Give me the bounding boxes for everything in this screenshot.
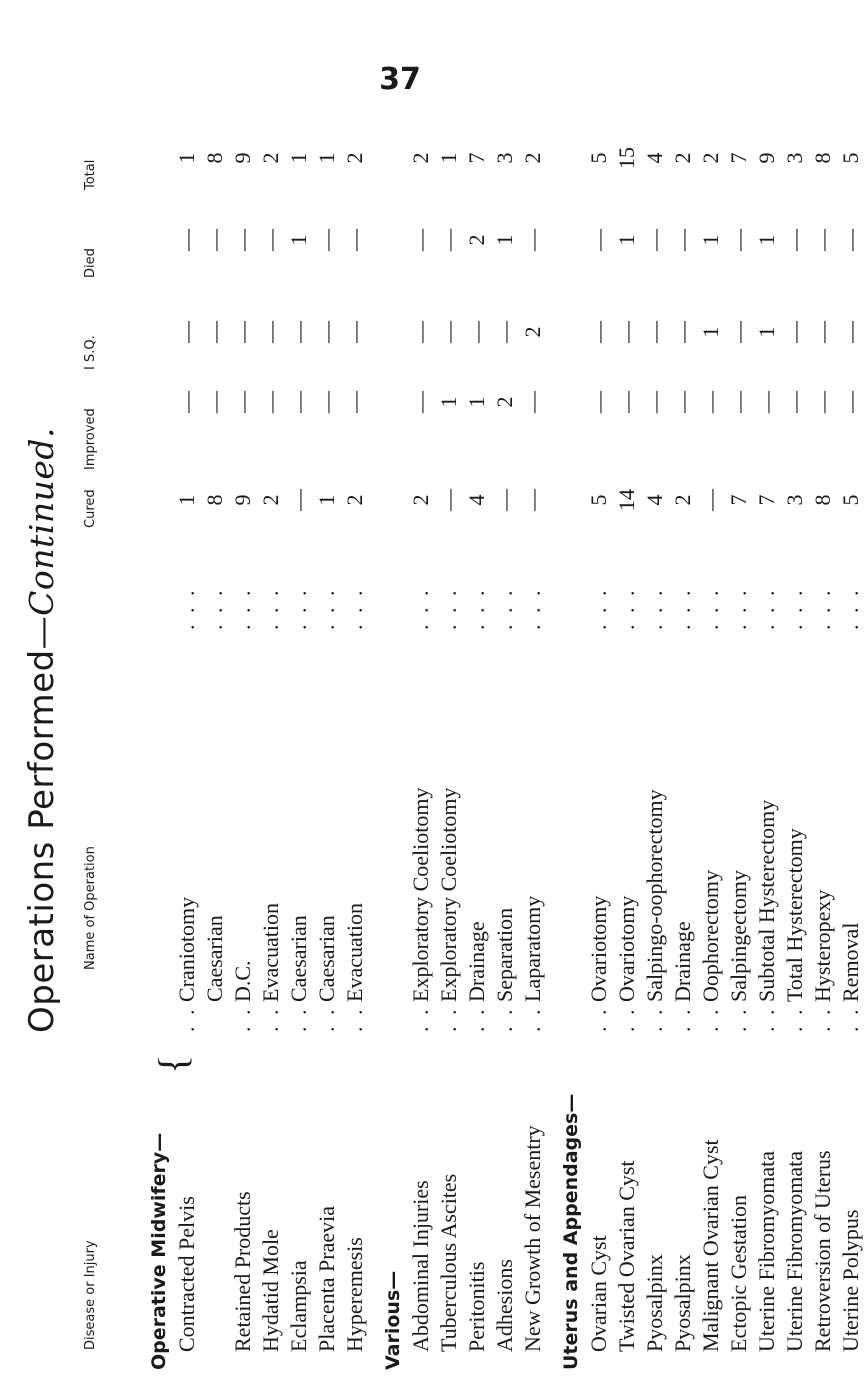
total-cell: 8: [202, 152, 227, 164]
cured-cell: 5: [586, 494, 611, 506]
disease-cell: Pyosalpinx: [670, 1254, 695, 1352]
disease-cell: Hydatid Mole: [258, 1229, 283, 1352]
isq-cell: —: [642, 321, 667, 343]
improved-cell: —: [642, 391, 667, 413]
cured-cell: 1: [314, 494, 339, 506]
leader-dots: . .: [726, 1006, 751, 1032]
leader-dots: . .: [408, 1006, 433, 1032]
title-suffix: —Continued.: [22, 426, 61, 650]
leader-dots: . .: [464, 1006, 489, 1032]
improved-cell: —: [230, 391, 255, 413]
table-row: [407, 90, 435, 1370]
improved-cell: 1: [436, 396, 461, 408]
total-cell: 1: [314, 152, 339, 164]
leader-dots: . . .: [464, 587, 489, 630]
leader-dots: . .: [258, 1006, 283, 1032]
leader-dots: . . .: [286, 587, 311, 630]
disease-cell: Peritonitis: [464, 1261, 489, 1352]
died-cell: —: [810, 229, 835, 251]
table-row: [173, 90, 201, 1370]
total-cell: 2: [258, 152, 283, 164]
isq-cell: —: [436, 321, 461, 343]
cured-cell: 14: [614, 489, 639, 511]
improved-cell: —: [810, 391, 835, 413]
isq-cell: —: [586, 321, 611, 343]
table-row: [341, 90, 369, 1370]
isq-cell: —: [810, 321, 835, 343]
improved-cell: —: [726, 391, 751, 413]
leader-dots: . . .: [258, 587, 283, 630]
cured-cell: 7: [726, 494, 751, 506]
total-cell: 9: [230, 152, 255, 164]
total-cell: 3: [782, 152, 807, 164]
cured-cell: 2: [408, 494, 433, 506]
died-cell: —: [258, 229, 283, 251]
operation-cell: Subtotal Hysterectomy: [754, 799, 779, 1002]
table-row: [285, 90, 313, 1370]
table-row: [435, 90, 463, 1370]
total-cell: 2: [670, 152, 695, 164]
leader-dots: . .: [314, 1006, 339, 1032]
disease-cell: Placenta Praevia: [314, 1206, 339, 1352]
isq-cell: —: [670, 321, 695, 343]
leader-dots: . . .: [782, 587, 807, 630]
cured-cell: —: [520, 489, 545, 511]
improved-cell: —: [520, 391, 545, 413]
isq-cell: —: [230, 321, 255, 343]
leader-dots: . . .: [314, 587, 339, 630]
operation-cell: Laparatomy: [520, 895, 545, 1002]
table-row: [613, 90, 641, 1370]
improved-cell: —: [342, 391, 367, 413]
improved-cell: —: [174, 391, 199, 413]
total-cell: 15: [614, 147, 639, 169]
leader-dots: . .: [670, 1006, 695, 1032]
operation-cell: Removal: [838, 922, 863, 1002]
leader-dots: . .: [754, 1006, 779, 1032]
col-header-operation: Name of Operation: [83, 846, 98, 970]
leader-dots: . . .: [810, 587, 835, 630]
operation-cell: Caesarian: [314, 915, 339, 1002]
isq-cell: —: [492, 321, 517, 343]
cured-cell: 9: [230, 494, 255, 506]
operation-cell: Salpingo-oophorectomy: [642, 789, 667, 1002]
died-cell: 2: [464, 234, 489, 246]
total-cell: 1: [436, 152, 461, 164]
leader-dots: . .: [642, 1006, 667, 1032]
total-cell: 8: [810, 152, 835, 164]
cured-cell: 2: [670, 494, 695, 506]
leader-dots: . . .: [174, 587, 199, 630]
leader-dots: . . .: [698, 587, 723, 630]
table-row: [753, 90, 781, 1370]
disease-cell: Adhesions: [492, 1259, 517, 1352]
total-cell: 3: [492, 152, 517, 164]
operation-cell: Exploratory Coeliotomy: [408, 787, 433, 1002]
table-row: [669, 90, 697, 1370]
total-cell: 4: [642, 152, 667, 164]
disease-cell: Contracted Pelvis: [174, 1196, 199, 1352]
operation-cell: Salpingectomy: [726, 870, 751, 1002]
total-cell: 7: [464, 152, 489, 164]
operation-cell: D.C.: [230, 960, 255, 1002]
cured-cell: 8: [810, 494, 835, 506]
table-row: [809, 90, 837, 1370]
disease-cell: Tuberculous Ascites: [436, 1173, 461, 1352]
isq-cell: —: [174, 321, 199, 343]
died-cell: —: [408, 229, 433, 251]
disease-cell: Uterine Polypus: [838, 1209, 863, 1352]
cured-cell: —: [286, 489, 311, 511]
table-row: [229, 90, 257, 1370]
cured-cell: 1: [174, 494, 199, 506]
leader-dots: . . .: [520, 587, 545, 630]
section-heading: Uterus and Appendages—: [560, 1093, 582, 1370]
rotated-table-page: [20, 90, 863, 1370]
table-row: [781, 90, 809, 1370]
table-row: [585, 90, 613, 1370]
improved-cell: —: [698, 391, 723, 413]
disease-cell: Uterine Fibromyomata: [754, 1150, 779, 1352]
table-row: [313, 90, 341, 1370]
died-cell: —: [230, 229, 255, 251]
disease-cell: Retroversion of Uterus: [810, 1150, 835, 1352]
improved-cell: —: [838, 391, 863, 413]
died-cell: —: [642, 229, 667, 251]
improved-cell: 1: [464, 396, 489, 408]
died-cell: —: [586, 229, 611, 251]
operation-cell: Ovariotomy: [586, 895, 611, 1002]
leader-dots: . . .: [586, 587, 611, 630]
improved-cell: 2: [492, 396, 517, 408]
cured-cell: —: [436, 489, 461, 511]
operation-cell: Craniotomy: [174, 896, 199, 1002]
operation-cell: Caesarian: [202, 915, 227, 1002]
leader-dots: . . .: [614, 587, 639, 630]
leader-dots: . .: [614, 1006, 639, 1032]
leader-dots: . .: [230, 1006, 255, 1032]
leader-dots: . .: [810, 1006, 835, 1032]
col-header-improved: Improved: [83, 408, 98, 470]
page-number: 37: [379, 62, 421, 97]
cured-cell: 8: [202, 494, 227, 506]
leader-dots: . . .: [726, 587, 751, 630]
leader-dots: . . .: [408, 587, 433, 630]
cured-cell: 3: [782, 494, 807, 506]
cured-cell: 7: [754, 494, 779, 506]
table-row: [837, 90, 865, 1370]
died-cell: —: [314, 229, 339, 251]
total-cell: 2: [408, 152, 433, 164]
operation-cell: Ovariotomy: [614, 895, 639, 1002]
disease-cell: New Growth of Mesentry: [520, 1125, 545, 1352]
died-cell: 1: [614, 234, 639, 246]
leader-dots: . . .: [670, 587, 695, 630]
died-cell: —: [342, 229, 367, 251]
operation-cell: Drainage: [670, 921, 695, 1002]
died-cell: 1: [698, 234, 723, 246]
cured-cell: —: [698, 489, 723, 511]
operation-cell: Evacuation: [342, 903, 367, 1002]
isq-cell: 1: [754, 326, 779, 338]
disease-cell: Abdominal Injuries: [408, 1180, 433, 1352]
total-cell: 9: [754, 152, 779, 164]
table-row: [519, 90, 547, 1370]
improved-cell: —: [408, 391, 433, 413]
died-cell: —: [838, 229, 863, 251]
died-cell: 1: [492, 234, 517, 246]
leader-dots: . .: [436, 1006, 461, 1032]
leader-dots: . . .: [754, 587, 779, 630]
improved-cell: —: [670, 391, 695, 413]
died-cell: —: [726, 229, 751, 251]
table-row: [463, 90, 491, 1370]
operation-cell: Caesarian: [286, 915, 311, 1002]
total-cell: 5: [838, 152, 863, 164]
disease-cell: Hyperemesis: [342, 1237, 367, 1352]
improved-cell: —: [614, 391, 639, 413]
leader-dots: . .: [492, 1006, 517, 1032]
isq-cell: —: [838, 321, 863, 343]
operation-cell: Evacuation: [258, 903, 283, 1002]
died-cell: —: [174, 229, 199, 251]
disease-cell: Eclampsia: [286, 1260, 311, 1352]
col-header-died: Died: [83, 248, 98, 278]
total-cell: 1: [286, 152, 311, 164]
section-heading: Various—: [382, 1270, 404, 1370]
section-heading: Operative Midwifery—: [148, 1132, 170, 1370]
operation-cell: Hysteropexy: [810, 889, 835, 1002]
isq-cell: —: [202, 321, 227, 343]
cured-cell: 5: [838, 494, 863, 506]
leader-dots: . .: [520, 1006, 545, 1032]
isq-cell: —: [464, 321, 489, 343]
cured-cell: 4: [642, 494, 667, 506]
operation-cell: Oophorectomy: [698, 870, 723, 1002]
operation-cell: Drainage: [464, 921, 489, 1002]
died-cell: —: [782, 229, 807, 251]
table-row: [491, 90, 519, 1370]
page-title: [20, 90, 64, 1370]
leader-dots: . . .: [838, 587, 863, 630]
col-header-total: Total: [83, 159, 98, 190]
leader-dots: . . .: [436, 587, 461, 630]
cured-cell: 2: [342, 494, 367, 506]
operation-cell: Exploratory Coeliotomy: [436, 787, 461, 1002]
leader-dots: . .: [782, 1006, 807, 1032]
total-cell: 1: [174, 152, 199, 164]
total-cell: 5: [586, 152, 611, 164]
died-cell: 1: [286, 234, 311, 246]
died-cell: —: [520, 229, 545, 251]
isq-cell: —: [314, 321, 339, 343]
disease-cell: Twisted Ovarian Cyst: [614, 1160, 639, 1352]
died-cell: —: [436, 229, 461, 251]
disease-cell: Retained Products: [230, 1191, 255, 1352]
total-cell: 2: [698, 152, 723, 164]
isq-cell: —: [726, 321, 751, 343]
disease-cell: Malignant Ovarian Cyst: [698, 1139, 723, 1352]
total-cell: 2: [520, 152, 545, 164]
leader-dots: . . .: [642, 587, 667, 630]
leader-dots: . . .: [342, 587, 367, 630]
leader-dots: . .: [174, 1006, 199, 1032]
table-row: [201, 90, 229, 1370]
isq-cell: 2: [520, 326, 545, 338]
leader-dots: . .: [698, 1006, 723, 1032]
cured-cell: 2: [258, 494, 283, 506]
leader-dots: . . .: [492, 587, 517, 630]
table-row: [641, 90, 669, 1370]
col-header-cured: Cured: [83, 489, 98, 528]
died-cell: 1: [754, 234, 779, 246]
improved-cell: —: [202, 391, 227, 413]
leader-dots: . .: [342, 1006, 367, 1032]
disease-cell: Ovarian Cyst: [586, 1235, 611, 1352]
leader-dots: . . .: [230, 587, 255, 630]
isq-cell: —: [286, 321, 311, 343]
disease-cell: Ectopic Gestation: [726, 1194, 751, 1352]
isq-cell: —: [258, 321, 283, 343]
operation-cell: Separation: [492, 907, 517, 1002]
operation-cell: Total Hysterectomy: [782, 828, 807, 1002]
died-cell: —: [202, 229, 227, 251]
cured-cell: 4: [464, 494, 489, 506]
isq-cell: —: [342, 321, 367, 343]
table-row: [257, 90, 285, 1370]
improved-cell: —: [782, 391, 807, 413]
leader-dots: . . .: [202, 587, 227, 630]
col-header-isq: I S.Q.: [83, 335, 98, 370]
improved-cell: —: [258, 391, 283, 413]
died-cell: —: [670, 229, 695, 251]
cured-cell: —: [492, 489, 517, 511]
col-header-disease: Disease or Injury: [83, 1240, 98, 1350]
improved-cell: —: [586, 391, 611, 413]
improved-cell: —: [314, 391, 339, 413]
disease-cell: Pyosalpinx: [642, 1254, 667, 1352]
total-cell: 7: [726, 152, 751, 164]
title-main: Operations Performed: [22, 649, 62, 1034]
disease-cell: Uterine Fibromyomata: [782, 1150, 807, 1352]
leader-dots: . .: [586, 1006, 611, 1032]
total-cell: 2: [342, 152, 367, 164]
brace: {: [150, 1054, 195, 1074]
leader-dots: . .: [838, 1006, 863, 1032]
isq-cell: —: [782, 321, 807, 343]
isq-cell: —: [614, 321, 639, 343]
improved-cell: —: [286, 391, 311, 413]
isq-cell: 1: [698, 326, 723, 338]
table-row: [697, 90, 725, 1370]
table-row: [725, 90, 753, 1370]
isq-cell: —: [408, 321, 433, 343]
leader-dots: . .: [286, 1006, 311, 1032]
improved-cell: —: [754, 391, 779, 413]
